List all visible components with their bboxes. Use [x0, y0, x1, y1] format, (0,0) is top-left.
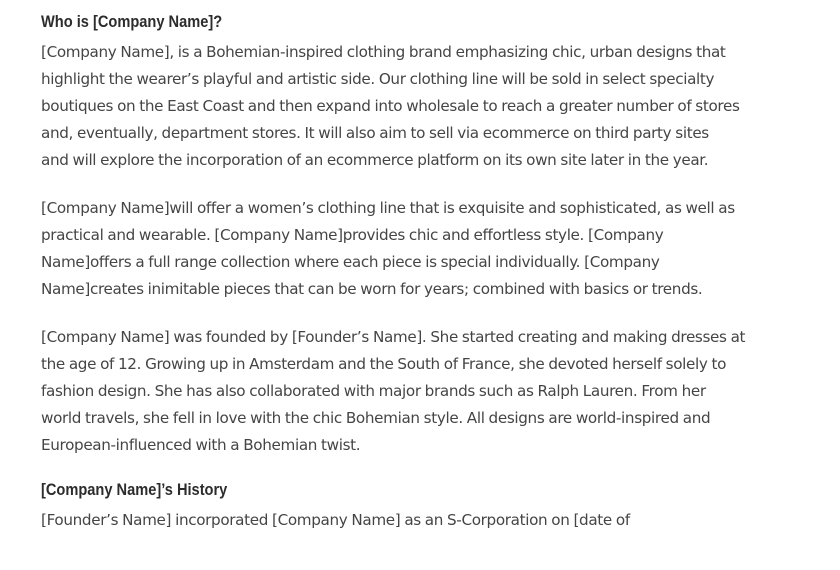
text-line: [Founder’s Name] incorporated [Company Name] as an S-Corporation on [date of: [41, 511, 630, 529]
text-line: and, eventually, department stores. It will also aim to sell via ecommerce on third party sites: [41, 124, 709, 142]
text-line: and will explore the incorporation of an ecommerce platform on its own site later in the year.: [41, 151, 709, 169]
text-line: [Company Name], is a Bohemian-inspired clothing brand emphasizing chic, urban designs that: [41, 43, 726, 61]
text-line: European-influenced with a Bohemian twist.: [41, 436, 361, 454]
text-line: the age of 12. Growing up in Amsterdam and the South of France, she devoted herself solely to: [41, 355, 727, 373]
paragraph-clothing-line: [41, 195, 801, 303]
text-line: [Company Name]will offer a women’s clothing line that is exquisite and sophisticated, as well as: [41, 199, 735, 217]
section-heading-who-is: Who is [Company Name]?: [41, 12, 223, 31]
text-line: world travels, she fell in love with the chic Bohemian style. All designs are world-inspired and: [41, 409, 711, 427]
text-line: highlight the wearer’s playful and artistic side. Our clothing line will be sold in select specialty: [41, 70, 715, 88]
text-line: Name]creates inimitable pieces that can be worn for years; combined with basics or trends.: [41, 280, 703, 298]
paragraph-history: [41, 507, 801, 534]
text-line: boutiques on the East Coast and then expand into wholesale to reach a greater number of stores: [41, 97, 740, 115]
text-line: Name]offers a full range collection where each piece is special individually. [Company: [41, 253, 660, 271]
section-heading-history: [Company Name]’s History: [41, 480, 228, 499]
document-body: [41, 10, 801, 534]
paragraph-founder: [41, 324, 801, 459]
text-line: [Company Name] was founded by [Founder’s Name]. She started creating and making dresses at: [41, 328, 746, 346]
text-line: practical and wearable. [Company Name]provides chic and effortless style. [Company: [41, 226, 664, 244]
paragraph-brand-overview: [41, 39, 801, 174]
text-line: fashion design. She has also collaborated with major brands such as Ralph Lauren. From her: [41, 382, 706, 400]
